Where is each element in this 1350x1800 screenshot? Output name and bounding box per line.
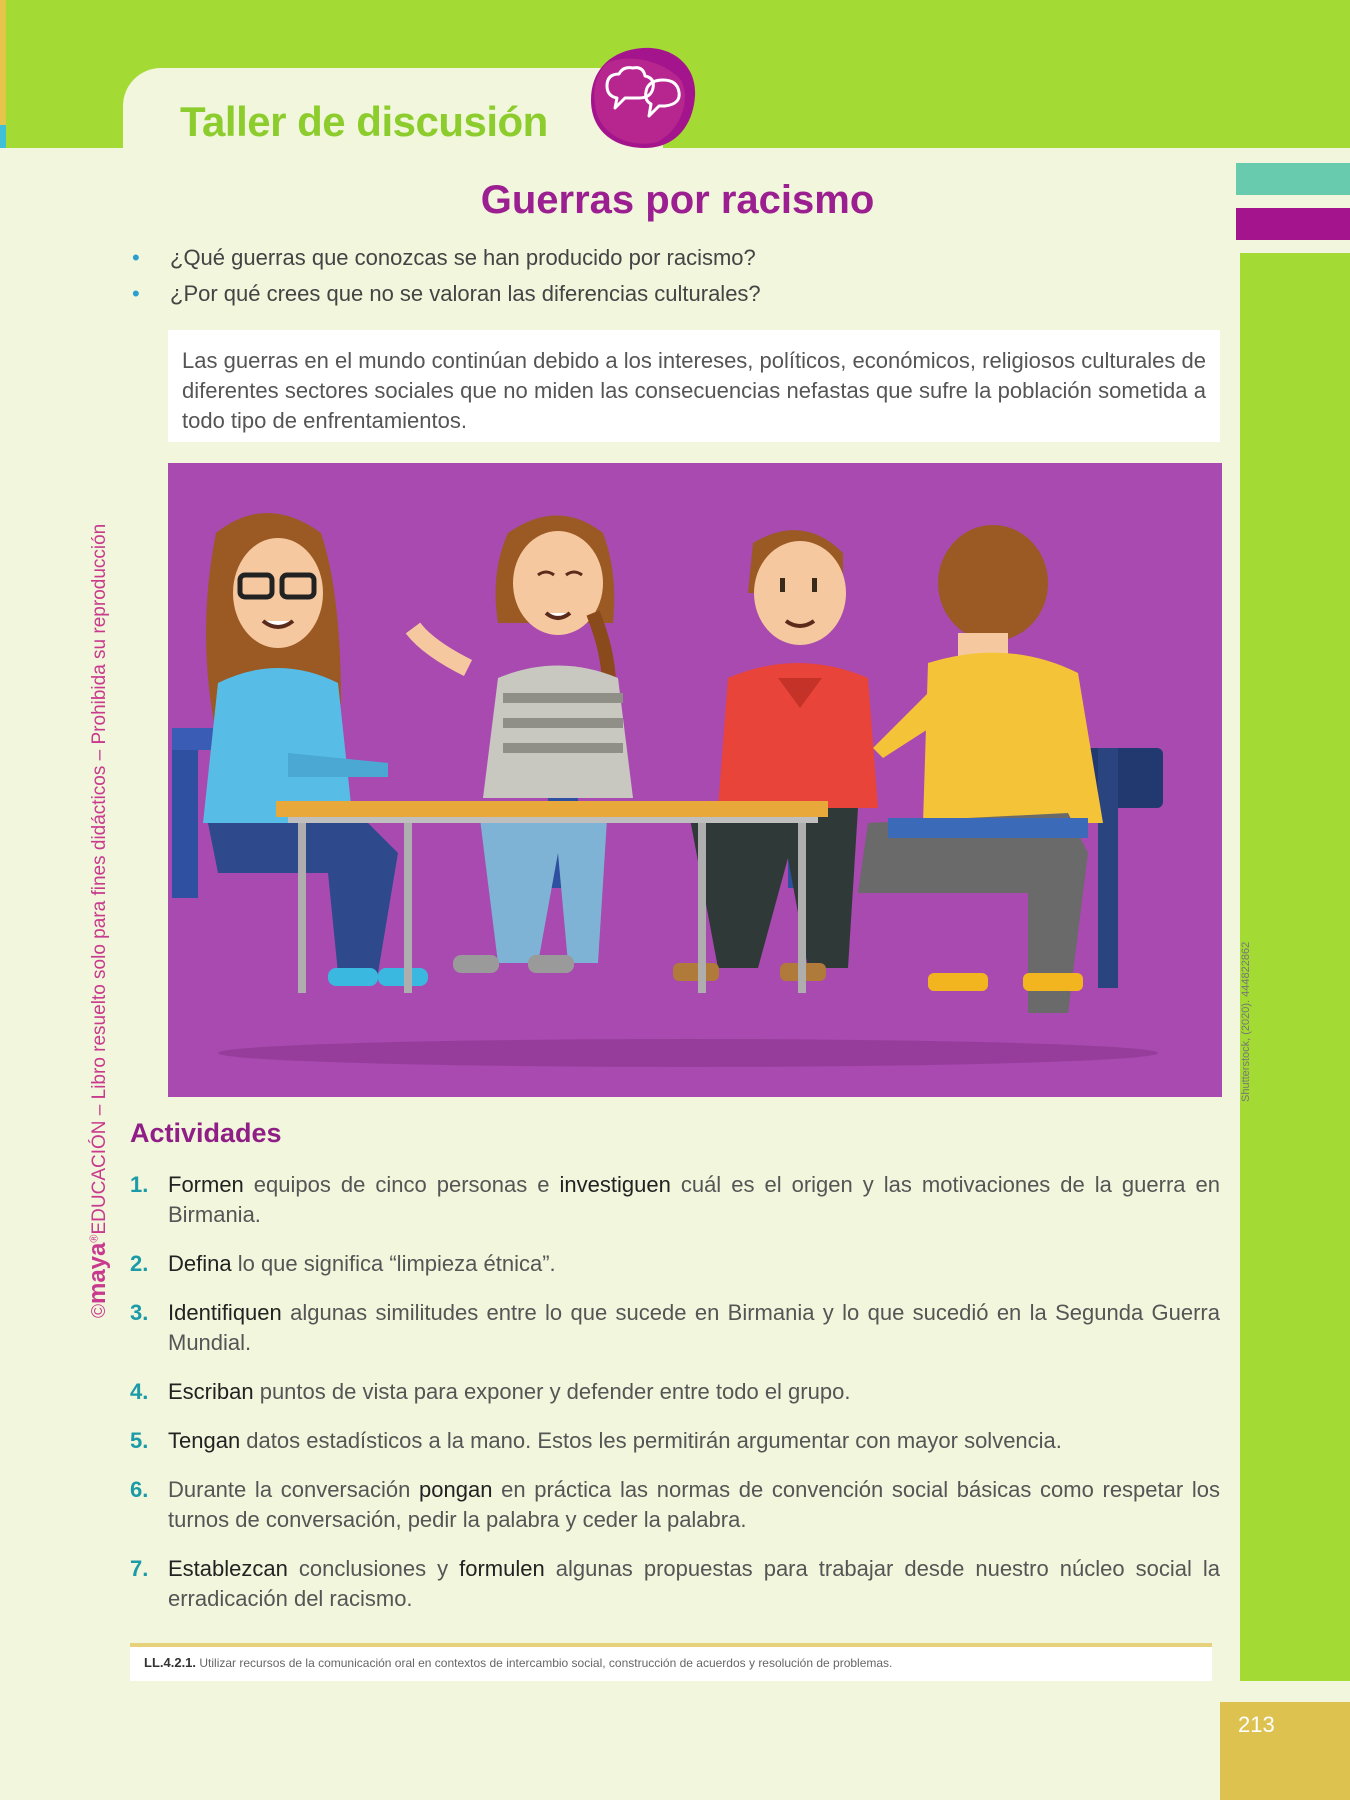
activity-number: 2. bbox=[130, 1251, 149, 1276]
activity-text: Durante la conversación bbox=[168, 1477, 420, 1502]
question-item: • ¿Por qué crees que no se valoran las diferencias culturales? bbox=[130, 276, 761, 312]
activity-number: 3. bbox=[130, 1300, 149, 1325]
activity-number: 1. bbox=[130, 1172, 149, 1197]
activity-item bbox=[130, 1249, 1220, 1279]
activity-item bbox=[130, 1426, 1220, 1456]
activity-verb: Defina bbox=[168, 1251, 232, 1276]
question-item: • ¿Qué guerras que conozcas se han producido por racismo? bbox=[130, 240, 761, 276]
activity-verb: Tengan bbox=[168, 1428, 241, 1453]
activity-verb: Identifiquen bbox=[168, 1300, 282, 1325]
footer-skill bbox=[130, 1647, 1212, 1681]
page-title: Guerras por racismo bbox=[480, 178, 875, 222]
edge-strip-yellow bbox=[0, 0, 6, 125]
activity-text: datos estadísticos a la mano. Estos les permitirán argumentar con mayor solvencia. bbox=[240, 1428, 1062, 1453]
activity-text: algunas similitudes entre lo que sucede en Birmania y lo que sucedió en la Segunda Guerra Mundial. bbox=[168, 1300, 1220, 1355]
side-bar-green bbox=[1240, 253, 1350, 1681]
activity-item bbox=[130, 1170, 1220, 1230]
brand-name: maya bbox=[84, 1242, 111, 1304]
activity-text: algunas propuestas para trabajar desde nuestro núcleo social la erradicación del racismo. bbox=[168, 1556, 1220, 1611]
skill-description: Utilizar recursos de la comunicación oral en contextos de intercambio social, construcción de acuerdos y resolución de problemas. bbox=[199, 1656, 893, 1670]
activity-text: conclusiones y bbox=[287, 1556, 460, 1581]
skill-code: LL.4.2.1. bbox=[144, 1655, 197, 1670]
activity-verb: Establezcan bbox=[168, 1556, 288, 1581]
question-list bbox=[130, 240, 761, 312]
activity-text: en práctica las normas de convención social básicas como respetar los turnos de conversación, pedir la palabra y ceder la palabra. bbox=[168, 1477, 1220, 1532]
activity-number: 4. bbox=[130, 1379, 149, 1404]
activity-number: 7. bbox=[130, 1556, 149, 1581]
intro-text-box: Las guerras en el mundo continúan debido a los intereses, políticos, económicos, religiosos culturales de diferentes sectores sociales que no miden las consecuencias nefastas que sufre la población sometida a todo tipo de enfrentamientos. bbox=[168, 330, 1220, 442]
activity-text: cuál es el origen y las motivaciones de la guerra en Birmania. bbox=[168, 1172, 1221, 1227]
activity-number: 5. bbox=[130, 1428, 149, 1453]
bullet: • bbox=[132, 245, 140, 270]
copyright-notice bbox=[84, 524, 112, 1318]
activities-title: Actividades bbox=[130, 1118, 282, 1148]
activity-text: puntos de vista para exponer y defender entre todo el grupo. bbox=[253, 1379, 851, 1404]
edge-strip-blue bbox=[0, 125, 6, 148]
activity-text: equipos de cinco personas e bbox=[243, 1172, 560, 1197]
image-credit: Shutterstock, (2020). 444822862 bbox=[1240, 941, 1252, 1102]
activity-number: 6. bbox=[130, 1477, 149, 1502]
activity-verb: investiguen bbox=[559, 1172, 671, 1197]
activity-verb: Escriban bbox=[168, 1379, 254, 1404]
page-number: 213 bbox=[1238, 1712, 1275, 1737]
bullet: • bbox=[132, 281, 140, 306]
section-title: Taller de discusión bbox=[180, 98, 548, 145]
copyright-symbol: © bbox=[89, 1304, 110, 1318]
activity-item bbox=[130, 1377, 1220, 1407]
students-discussion-illustration bbox=[168, 463, 1222, 1097]
activity-item bbox=[130, 1554, 1220, 1614]
activity-item bbox=[130, 1475, 1220, 1535]
chat-bubbles-icon bbox=[585, 44, 700, 152]
activity-verb: Formen bbox=[168, 1172, 244, 1197]
registered-mark: ® bbox=[88, 1234, 101, 1243]
activities-list bbox=[130, 1170, 1220, 1633]
activity-verb: pongan bbox=[419, 1477, 493, 1502]
activity-text: lo que significa “limpieza étnica”. bbox=[231, 1251, 556, 1276]
copyright-text: EDUCACIÓN – Libro resuelto solo para fines didácticos – Prohibida su reproducción bbox=[89, 523, 110, 1235]
activity-item bbox=[130, 1298, 1220, 1358]
activity-verb: formulen bbox=[459, 1556, 545, 1581]
